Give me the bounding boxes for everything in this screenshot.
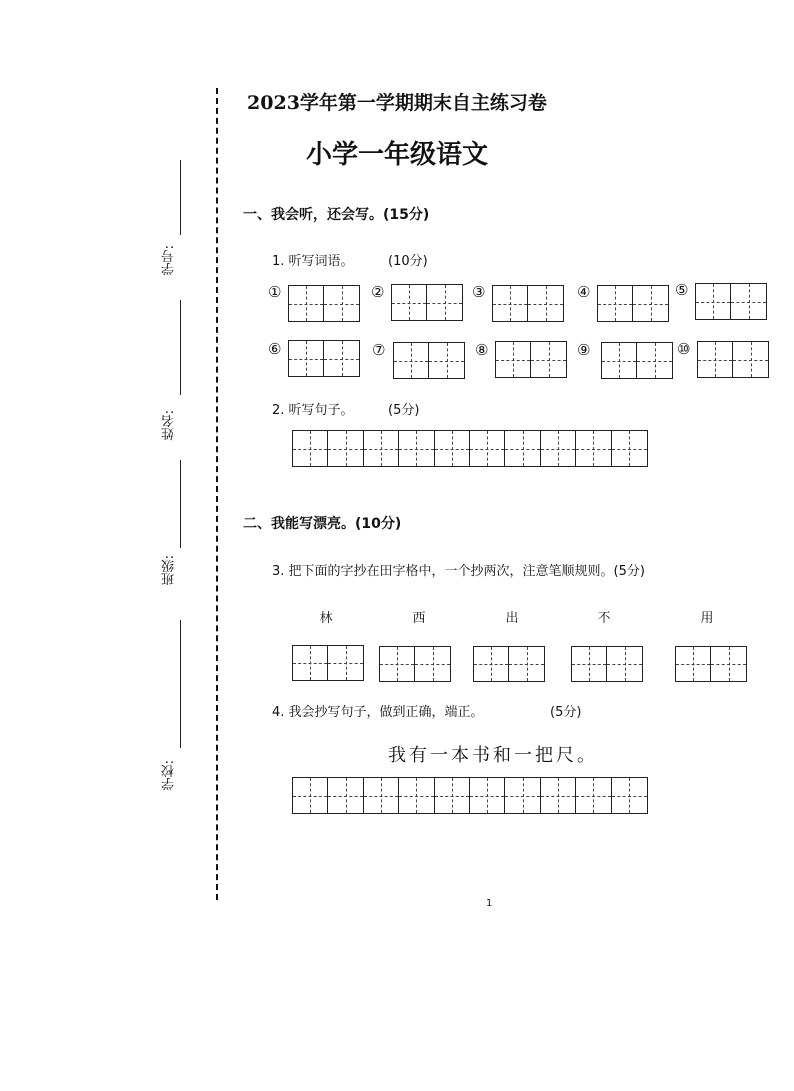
q1-number-3: ③ xyxy=(472,283,486,301)
sentence-dictation-grid[interactable] xyxy=(292,430,648,467)
word-grid-2[interactable] xyxy=(391,284,463,321)
word-grid-6[interactable] xyxy=(288,340,360,377)
word-grid-4[interactable] xyxy=(597,285,669,322)
q1-score: (10分) xyxy=(388,254,428,269)
copy-grid-2[interactable] xyxy=(379,646,451,682)
q1-number-6: ⑥ xyxy=(268,340,282,358)
sentence-copy-grid[interactable] xyxy=(292,777,648,814)
exam-title: 2023学年第一学期期末自主练习卷 xyxy=(247,92,547,114)
copy-grid-1[interactable] xyxy=(292,645,364,681)
q3-text: 3. 把下面的字抄在田字格中，一个抄两次，注意笔顺规则。(5分) xyxy=(272,564,645,579)
name-field xyxy=(160,300,190,450)
q1-number-8: ⑧ xyxy=(475,341,489,359)
q1-number-7: ⑦ xyxy=(372,341,386,359)
q2-score: (5分) xyxy=(388,403,420,418)
page-number: 1 xyxy=(486,898,493,909)
name-rule xyxy=(180,300,181,395)
word-grid-9[interactable] xyxy=(601,342,673,379)
q3-char-2: 西 xyxy=(412,611,426,626)
copy-grid-3[interactable] xyxy=(473,646,545,682)
school-rule xyxy=(180,620,181,748)
word-grid-8[interactable] xyxy=(495,341,567,378)
word-grid-1[interactable] xyxy=(288,285,360,322)
word-grid-5[interactable] xyxy=(695,283,767,320)
q3-char-1: 林 xyxy=(319,611,333,626)
word-grid-10[interactable] xyxy=(697,341,769,378)
section1-heading: 一、我会听，还会写。(15分) xyxy=(243,207,430,223)
q1-text: 1. 听写词语。 xyxy=(272,254,354,269)
school-field xyxy=(160,620,190,800)
student-id-field xyxy=(160,160,190,290)
model-sentence: 我有一本书和一把尺。 xyxy=(388,745,598,766)
q4-text: 4. 我会抄写句子，做到正确，端正。 xyxy=(272,705,484,720)
q3-char-3: 出 xyxy=(505,611,519,626)
class-field xyxy=(160,460,190,600)
q3-char-4: 不 xyxy=(597,611,611,626)
student-id-rule xyxy=(180,160,181,235)
q2-text: 2. 听写句子。 xyxy=(272,403,354,418)
copy-grid-4[interactable] xyxy=(571,646,643,682)
exam-subtitle: 小学一年级语文 xyxy=(305,140,488,170)
q1-number-10: ⑩ xyxy=(677,340,691,358)
q1-number-5: ⑤ xyxy=(675,281,689,299)
q4-score: (5分) xyxy=(550,705,582,720)
class-rule xyxy=(180,460,181,548)
section2-heading: 二、我能写漂亮。(10分) xyxy=(243,516,402,532)
word-grid-3[interactable] xyxy=(492,285,564,322)
q1-number-4: ④ xyxy=(577,283,591,301)
school-label: 学校: xyxy=(162,760,177,791)
word-grid-7[interactable] xyxy=(393,342,465,379)
q1-number-1: ① xyxy=(268,283,282,301)
copy-grid-5[interactable] xyxy=(675,646,747,682)
q1-number-2: ② xyxy=(371,283,385,301)
q3-char-5: 用 xyxy=(700,611,714,626)
binding-dashed-line xyxy=(216,88,218,900)
class-label: 班级: xyxy=(162,555,177,586)
q1-number-9: ⑨ xyxy=(577,341,591,359)
student-id-label: 学号: xyxy=(162,245,177,276)
name-label: 姓名: xyxy=(162,410,177,441)
